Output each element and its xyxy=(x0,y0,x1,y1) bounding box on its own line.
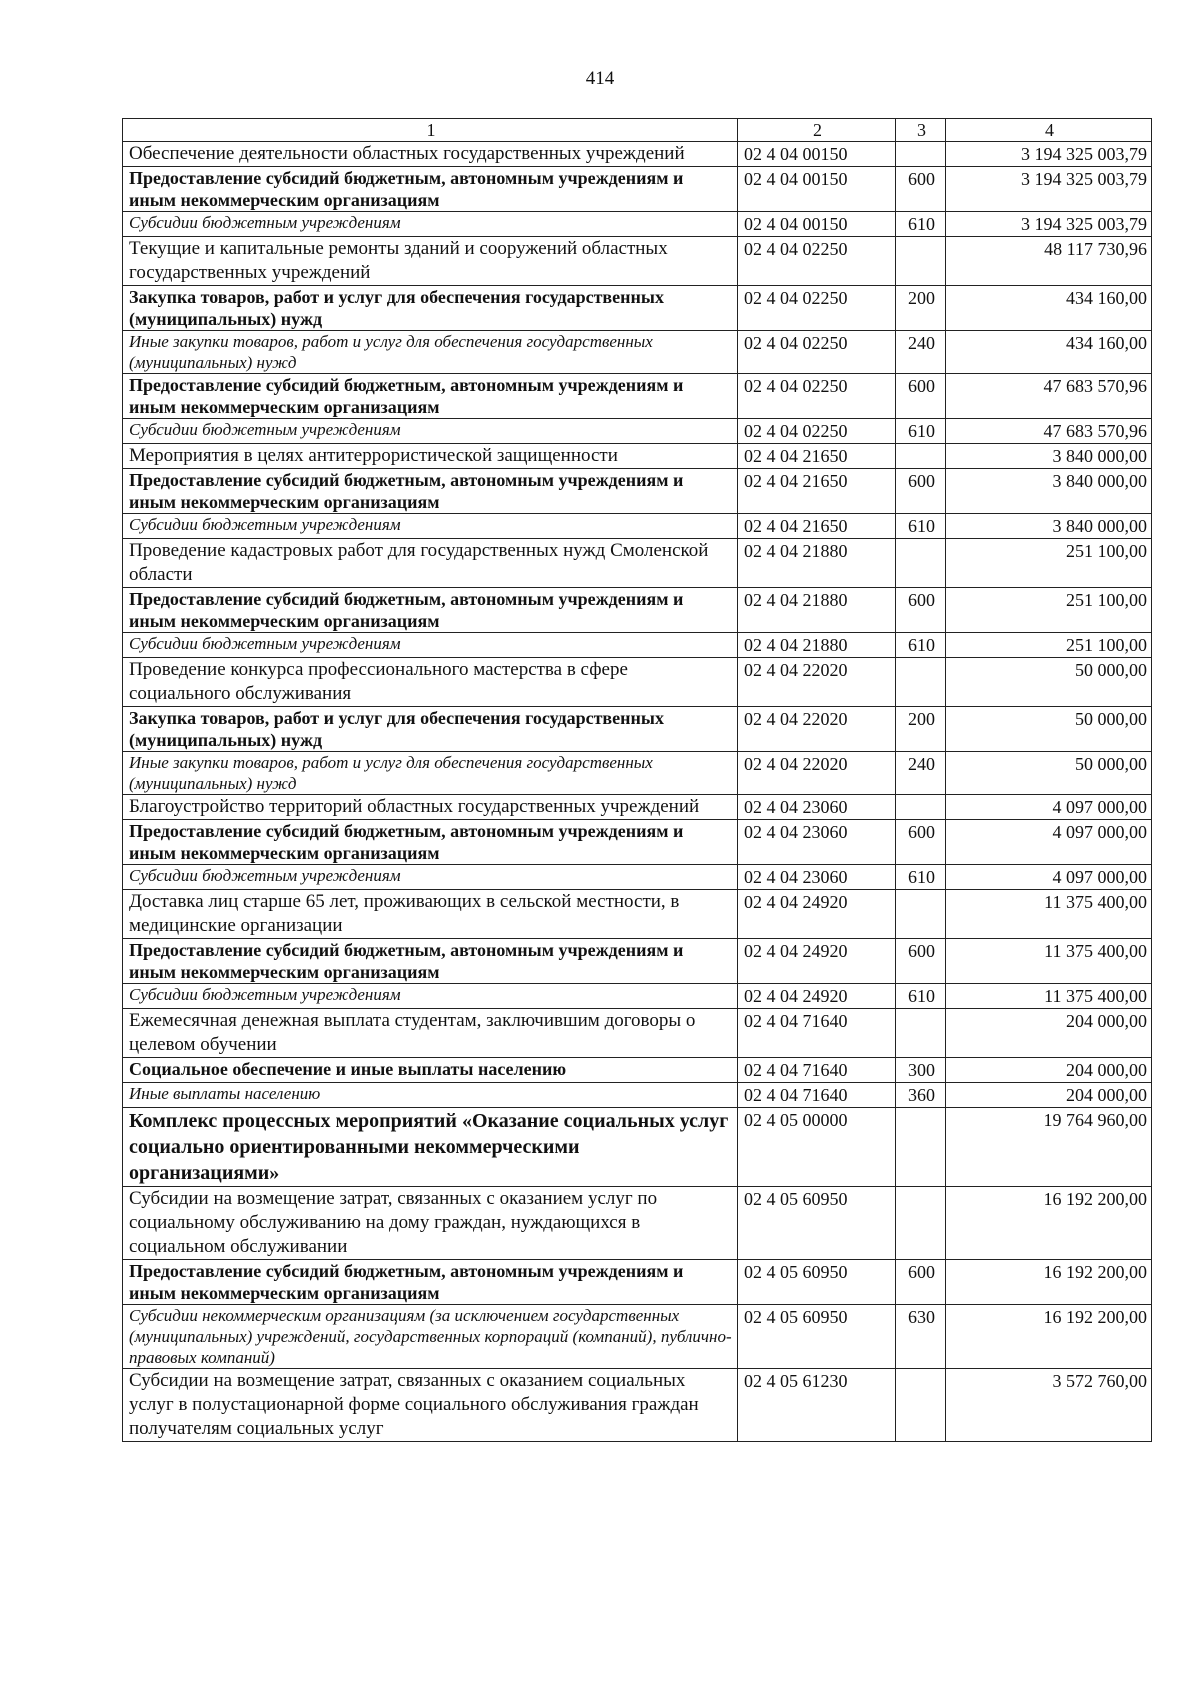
row-name-cell: Субсидии бюджетным учреждениям xyxy=(123,865,738,890)
row-name-cell: Доставка лиц старше 65 лет, проживающих в сельской местности, в медицинские организации xyxy=(123,890,738,939)
row-sum-cell: 3 840 000,00 xyxy=(946,514,1152,539)
row-code-cell: 02 4 04 22020 xyxy=(738,752,896,795)
table-row xyxy=(123,469,1152,514)
row-expense-type-cell: 600 xyxy=(896,469,946,514)
table-row xyxy=(123,237,1152,286)
row-name-cell: Предоставление субсидий бюджетным, автономным учреждениям и иным некоммерческим организациям xyxy=(123,469,738,514)
row-name-cell: Текущие и капитальные ремонты зданий и сооружений областных государственных учреждений xyxy=(123,237,738,286)
table-row xyxy=(123,820,1152,865)
header-row xyxy=(123,119,1152,142)
row-code-cell: 02 4 04 00150 xyxy=(738,167,896,212)
row-name-cell: Иные выплаты населению xyxy=(123,1083,738,1108)
row-expense-type-cell: 200 xyxy=(896,707,946,752)
row-sum-cell: 50 000,00 xyxy=(946,707,1152,752)
row-sum-cell: 3 840 000,00 xyxy=(946,444,1152,469)
row-name-cell: Комплекс процессных мероприятий «Оказание социальных услуг социально ориентированными некоммерческими организациями» xyxy=(123,1108,738,1187)
table-row xyxy=(123,707,1152,752)
row-code-cell: 02 4 04 23060 xyxy=(738,820,896,865)
header-col-3: 3 xyxy=(896,119,946,142)
table-row xyxy=(123,419,1152,444)
row-name-cell: Субсидии некоммерческим организациям (за исключением государственных (муниципальных) учреждений, государственных корпораций (компаний), публично-правовых компаний) xyxy=(123,1305,738,1369)
row-sum-cell: 4 097 000,00 xyxy=(946,795,1152,820)
table-row xyxy=(123,1187,1152,1260)
row-sum-cell: 50 000,00 xyxy=(946,752,1152,795)
row-sum-cell: 19 764 960,00 xyxy=(946,1108,1152,1187)
row-name-cell: Закупка товаров, работ и услуг для обеспечения государственных (муниципальных) нужд xyxy=(123,707,738,752)
table-row xyxy=(123,1058,1152,1083)
table-row xyxy=(123,1009,1152,1058)
table-row xyxy=(123,1305,1152,1369)
row-code-cell: 02 4 04 21880 xyxy=(738,588,896,633)
row-expense-type-cell: 360 xyxy=(896,1083,946,1108)
table-row xyxy=(123,865,1152,890)
row-name-cell: Предоставление субсидий бюджетным, автономным учреждениям и иным некоммерческим организациям xyxy=(123,1260,738,1305)
row-code-cell: 02 4 04 00150 xyxy=(738,142,896,167)
row-expense-type-cell: 610 xyxy=(896,984,946,1009)
row-expense-type-cell: 610 xyxy=(896,514,946,539)
row-name-cell: Субсидии бюджетным учреждениям xyxy=(123,984,738,1009)
row-code-cell: 02 4 05 60950 xyxy=(738,1187,896,1260)
row-name-cell: Предоставление субсидий бюджетным, автономным учреждениям и иным некоммерческим организациям xyxy=(123,939,738,984)
table-body xyxy=(123,142,1152,1442)
table-row xyxy=(123,588,1152,633)
row-code-cell: 02 4 04 71640 xyxy=(738,1009,896,1058)
row-code-cell: 02 4 04 21880 xyxy=(738,539,896,588)
table-row xyxy=(123,374,1152,419)
row-sum-cell: 50 000,00 xyxy=(946,658,1152,707)
table-row xyxy=(123,795,1152,820)
row-name-cell: Проведение конкурса профессионального мастерства в сфере социального обслуживания xyxy=(123,658,738,707)
table-row xyxy=(123,331,1152,374)
row-code-cell: 02 4 04 71640 xyxy=(738,1058,896,1083)
row-name-cell: Субсидии бюджетным учреждениям xyxy=(123,633,738,658)
row-code-cell: 02 4 04 24920 xyxy=(738,939,896,984)
row-expense-type-cell xyxy=(896,444,946,469)
table-row xyxy=(123,939,1152,984)
row-sum-cell: 4 097 000,00 xyxy=(946,865,1152,890)
row-name-cell: Социальное обеспечение и иные выплаты населению xyxy=(123,1058,738,1083)
row-expense-type-cell xyxy=(896,237,946,286)
row-code-cell: 02 4 04 02250 xyxy=(738,419,896,444)
row-expense-type-cell: 610 xyxy=(896,419,946,444)
row-code-cell: 02 4 04 24920 xyxy=(738,984,896,1009)
row-expense-type-cell xyxy=(896,1369,946,1442)
row-code-cell: 02 4 04 02250 xyxy=(738,237,896,286)
row-expense-type-cell: 600 xyxy=(896,1260,946,1305)
row-sum-cell: 47 683 570,96 xyxy=(946,374,1152,419)
row-code-cell: 02 4 04 02250 xyxy=(738,331,896,374)
row-name-cell: Благоустройство территорий областных государственных учреждений xyxy=(123,795,738,820)
row-sum-cell: 4 097 000,00 xyxy=(946,820,1152,865)
row-sum-cell: 3 194 325 003,79 xyxy=(946,167,1152,212)
row-expense-type-cell: 610 xyxy=(896,633,946,658)
row-expense-type-cell: 600 xyxy=(896,374,946,419)
row-expense-type-cell xyxy=(896,658,946,707)
row-code-cell: 02 4 04 24920 xyxy=(738,890,896,939)
row-sum-cell: 11 375 400,00 xyxy=(946,939,1152,984)
row-code-cell: 02 4 04 23060 xyxy=(738,865,896,890)
row-code-cell: 02 4 04 21650 xyxy=(738,444,896,469)
row-code-cell: 02 4 04 02250 xyxy=(738,286,896,331)
row-code-cell: 02 4 04 02250 xyxy=(738,374,896,419)
row-sum-cell: 3 572 760,00 xyxy=(946,1369,1152,1442)
table-row xyxy=(123,444,1152,469)
row-sum-cell: 251 100,00 xyxy=(946,633,1152,658)
row-expense-type-cell xyxy=(896,1187,946,1260)
row-name-cell: Мероприятия в целях антитеррористической защищенности xyxy=(123,444,738,469)
row-sum-cell: 251 100,00 xyxy=(946,539,1152,588)
table-row xyxy=(123,142,1152,167)
row-code-cell: 02 4 04 21650 xyxy=(738,514,896,539)
row-name-cell: Обеспечение деятельности областных государственных учреждений xyxy=(123,142,738,167)
row-code-cell: 02 4 04 21650 xyxy=(738,469,896,514)
row-sum-cell: 48 117 730,96 xyxy=(946,237,1152,286)
row-sum-cell: 3 840 000,00 xyxy=(946,469,1152,514)
table-row xyxy=(123,539,1152,588)
row-expense-type-cell xyxy=(896,539,946,588)
table-row xyxy=(123,984,1152,1009)
row-sum-cell: 3 194 325 003,79 xyxy=(946,142,1152,167)
table-row xyxy=(123,752,1152,795)
table-row xyxy=(123,514,1152,539)
row-code-cell: 02 4 04 71640 xyxy=(738,1083,896,1108)
row-expense-type-cell: 600 xyxy=(896,588,946,633)
row-name-cell: Ежемесячная денежная выплата студентам, заключившим договоры о целевом обучении xyxy=(123,1009,738,1058)
row-sum-cell: 11 375 400,00 xyxy=(946,984,1152,1009)
row-expense-type-cell: 630 xyxy=(896,1305,946,1369)
table-row xyxy=(123,890,1152,939)
row-code-cell: 02 4 05 61230 xyxy=(738,1369,896,1442)
header-col-4: 4 xyxy=(946,119,1152,142)
row-expense-type-cell: 300 xyxy=(896,1058,946,1083)
row-sum-cell: 11 375 400,00 xyxy=(946,890,1152,939)
row-name-cell: Закупка товаров, работ и услуг для обеспечения государственных (муниципальных) нужд xyxy=(123,286,738,331)
table-row xyxy=(123,633,1152,658)
row-name-cell: Предоставление субсидий бюджетным, автономным учреждениям и иным некоммерческим организациям xyxy=(123,167,738,212)
row-name-cell: Иные закупки товаров, работ и услуг для обеспечения государственных (муниципальных) нужд xyxy=(123,331,738,374)
row-code-cell: 02 4 04 00150 xyxy=(738,212,896,237)
table-row xyxy=(123,212,1152,237)
row-sum-cell: 3 194 325 003,79 xyxy=(946,212,1152,237)
row-sum-cell: 434 160,00 xyxy=(946,331,1152,374)
table-row xyxy=(123,167,1152,212)
table-row xyxy=(123,1083,1152,1108)
table-row xyxy=(123,286,1152,331)
row-name-cell: Предоставление субсидий бюджетным, автономным учреждениям и иным некоммерческим организациям xyxy=(123,820,738,865)
row-name-cell: Субсидии на возмещение затрат, связанных с оказанием социальных услуг в полустационарной форме социального обслуживания граждан получателям социальных услуг xyxy=(123,1369,738,1442)
row-name-cell: Проведение кадастровых работ для государственных нужд Смоленской области xyxy=(123,539,738,588)
row-expense-type-cell: 610 xyxy=(896,212,946,237)
row-name-cell: Субсидии бюджетным учреждениям xyxy=(123,212,738,237)
row-code-cell: 02 4 05 00000 xyxy=(738,1108,896,1187)
row-expense-type-cell xyxy=(896,795,946,820)
row-sum-cell: 16 192 200,00 xyxy=(946,1305,1152,1369)
row-name-cell: Иные закупки товаров, работ и услуг для обеспечения государственных (муниципальных) нужд xyxy=(123,752,738,795)
row-code-cell: 02 4 05 60950 xyxy=(738,1305,896,1369)
row-sum-cell: 251 100,00 xyxy=(946,588,1152,633)
row-code-cell: 02 4 04 23060 xyxy=(738,795,896,820)
row-sum-cell: 47 683 570,96 xyxy=(946,419,1152,444)
row-sum-cell: 204 000,00 xyxy=(946,1083,1152,1108)
row-sum-cell: 204 000,00 xyxy=(946,1058,1152,1083)
row-expense-type-cell xyxy=(896,890,946,939)
row-code-cell: 02 4 04 22020 xyxy=(738,707,896,752)
row-expense-type-cell: 600 xyxy=(896,167,946,212)
row-name-cell: Субсидии на возмещение затрат, связанных с оказанием услуг по социальному обслуживанию на дому граждан, нуждающихся в социальном обслуживании xyxy=(123,1187,738,1260)
row-expense-type-cell: 200 xyxy=(896,286,946,331)
row-code-cell: 02 4 04 21880 xyxy=(738,633,896,658)
row-name-cell: Предоставление субсидий бюджетным, автономным учреждениям и иным некоммерческим организациям xyxy=(123,588,738,633)
row-sum-cell: 204 000,00 xyxy=(946,1009,1152,1058)
budget-table xyxy=(122,118,1152,1442)
row-expense-type-cell: 240 xyxy=(896,331,946,374)
header-col-2: 2 xyxy=(738,119,896,142)
row-expense-type-cell xyxy=(896,1108,946,1187)
row-expense-type-cell xyxy=(896,142,946,167)
page-number: 414 xyxy=(585,68,615,89)
row-expense-type-cell xyxy=(896,1009,946,1058)
row-sum-cell: 434 160,00 xyxy=(946,286,1152,331)
row-name-cell: Субсидии бюджетным учреждениям xyxy=(123,419,738,444)
table-row xyxy=(123,1369,1152,1442)
row-sum-cell: 16 192 200,00 xyxy=(946,1260,1152,1305)
row-expense-type-cell: 240 xyxy=(896,752,946,795)
row-name-cell: Предоставление субсидий бюджетным, автономным учреждениям и иным некоммерческим организациям xyxy=(123,374,738,419)
table-row xyxy=(123,658,1152,707)
row-sum-cell: 16 192 200,00 xyxy=(946,1187,1152,1260)
header-col-1: 1 xyxy=(123,119,738,142)
row-code-cell: 02 4 04 22020 xyxy=(738,658,896,707)
row-expense-type-cell: 600 xyxy=(896,820,946,865)
row-code-cell: 02 4 05 60950 xyxy=(738,1260,896,1305)
row-expense-type-cell: 610 xyxy=(896,865,946,890)
row-name-cell: Субсидии бюджетным учреждениям xyxy=(123,514,738,539)
row-expense-type-cell: 600 xyxy=(896,939,946,984)
table-row xyxy=(123,1108,1152,1187)
table-row xyxy=(123,1260,1152,1305)
